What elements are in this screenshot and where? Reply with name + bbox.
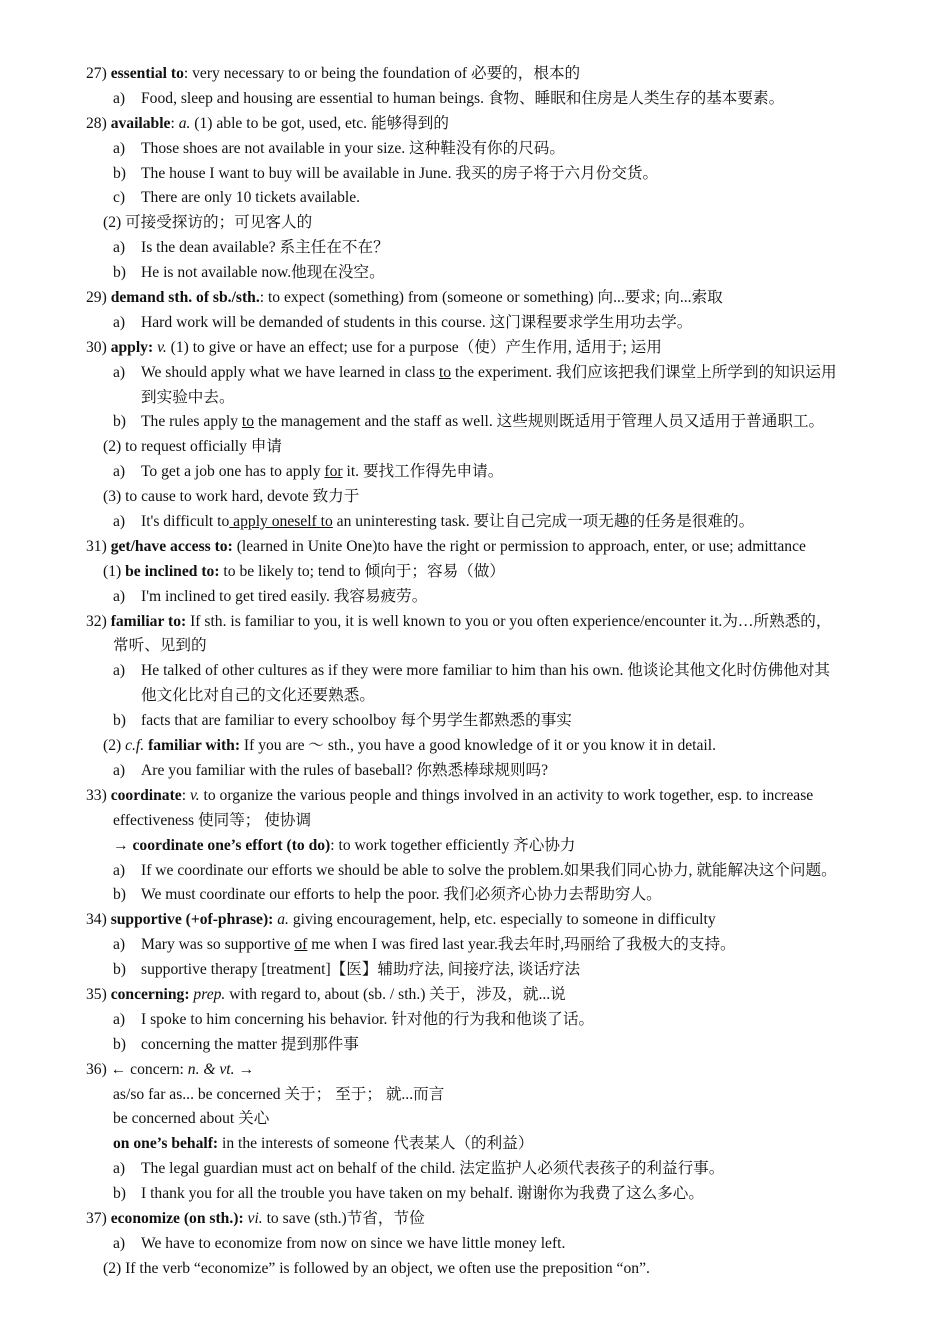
text-run: 27) xyxy=(86,65,111,82)
item-marker: b) xyxy=(113,961,126,979)
example-item xyxy=(0,460,950,485)
entry-heading xyxy=(0,908,950,933)
text-run: c.f. xyxy=(125,737,145,755)
item-marker: a) xyxy=(113,662,126,680)
text-run: v. xyxy=(189,786,200,804)
text-run: I thank you for all the trouble you have taken on my behalf. 谢谢你为我费了这么多心。 xyxy=(141,1185,704,1203)
text-run: effectiveness 使同等； 使协调 xyxy=(113,811,312,829)
item-marker: a) xyxy=(113,239,126,257)
text-run: 常听、见到的 xyxy=(113,637,207,655)
entry-heading xyxy=(0,535,950,560)
item-marker: a) xyxy=(113,89,126,107)
example-item xyxy=(0,1008,950,1033)
text-run: We should apply what we have learned in class xyxy=(141,363,439,381)
text-run: for xyxy=(324,463,343,481)
text-run: Are you familiar with the rules of baseball? 你熟悉棒球规则吗? xyxy=(141,761,549,779)
text-run: 他文化比对自己的文化还要熟悉。 xyxy=(141,687,375,705)
text-run: I'm inclined to get tired easily. 我容易疲劳。 xyxy=(141,587,428,605)
item-marker: a) xyxy=(113,463,126,481)
text-run: vi. xyxy=(247,1209,263,1227)
text-run: He talked of other cultures as if they were more familiar to him than his own. 他谈论其他文化时仿佛他对其 xyxy=(141,662,831,680)
text-run: The rules apply xyxy=(141,413,242,431)
item-marker: b) xyxy=(113,413,126,431)
entry-heading xyxy=(0,1207,950,1232)
sense-line xyxy=(0,211,950,236)
text-run: There are only 10 tickets available. xyxy=(141,189,361,207)
item-marker: a) xyxy=(113,1010,126,1028)
text-run: economize (on sth.): xyxy=(110,1209,244,1227)
example-item xyxy=(0,709,950,734)
example-item xyxy=(0,585,950,610)
item-marker: b) xyxy=(113,712,126,730)
text-run: available xyxy=(110,114,171,132)
text-run: 33) xyxy=(86,786,111,804)
text-run: 28) xyxy=(86,114,111,132)
entry-heading xyxy=(0,62,950,87)
text-run: me when I was fired last year.我去年时,玛丽给了我极大的支持。 xyxy=(307,936,736,954)
text-run: (3) to cause to work hard, devote 致力于 xyxy=(103,488,360,506)
text-run: be concerned about 关心 xyxy=(113,1110,270,1128)
text-run: : to expect (something) from (someone or something) 向...要求; 向...索取 xyxy=(259,289,723,307)
text-run: essential to xyxy=(110,65,184,82)
phrase-line xyxy=(0,1083,950,1108)
text-run: be inclined to: xyxy=(125,562,220,580)
text-run: (1) xyxy=(103,562,126,580)
text-run: 到实验中去。 xyxy=(141,388,235,406)
item-marker: a) xyxy=(113,513,126,531)
example-item xyxy=(0,87,950,112)
text-run: a. xyxy=(277,911,289,929)
item-marker: a) xyxy=(113,363,126,381)
entry-heading xyxy=(0,112,950,137)
example-item xyxy=(0,261,950,286)
text-run: apply oneself to xyxy=(229,513,333,531)
text-run: to organize the various people and things involved in an activity to work together, esp. to increase xyxy=(199,786,814,804)
item-marker: b) xyxy=(113,164,126,182)
phrase-line xyxy=(0,1107,950,1132)
example-item xyxy=(0,1157,950,1182)
text-run: to be likely to; tend to 倾向于；容易（做） xyxy=(219,562,505,580)
text-run: v. xyxy=(157,338,167,356)
item-marker: a) xyxy=(113,313,126,331)
example-item xyxy=(0,162,950,187)
text-run: Is the dean available? 系主任在不在？ xyxy=(141,239,389,257)
continuation-line xyxy=(0,684,950,709)
text-run: get/have access to: xyxy=(110,537,233,555)
example-item xyxy=(0,510,950,535)
text-run: If we coordinate our efforts we should be able to solve the problem.如果我们同心协力, 就能解决这个问题。 xyxy=(141,861,837,879)
sense-line xyxy=(0,734,950,759)
text-run: We have to economize from now on since we have little money left. xyxy=(141,1234,566,1252)
text-run: a. xyxy=(178,114,191,132)
text-run: Those shoes are not available in your size. 这种鞋没有你的尺码。 xyxy=(141,139,565,157)
text-run: 31) xyxy=(86,537,111,555)
text-run: facts that are familiar to every schoolboy 每个男学生都熟悉的事实 xyxy=(141,712,572,730)
text-run: Hard work will be demanded of students in this course. 这门课程要求学生用功去学。 xyxy=(141,313,693,331)
text-run: it. 要找工作得先申请。 xyxy=(342,463,504,481)
text-run: If sth. is familiar to you, it is well known to you or you often experience/encounter it.为…所熟悉的， xyxy=(186,612,832,630)
text-run: If you are ～ sth., you have a good knowledge of it or you know it in detail. xyxy=(240,737,716,755)
item-marker: c) xyxy=(113,189,126,207)
text-run: (2) xyxy=(103,737,126,755)
item-marker: a) xyxy=(113,936,126,954)
text-run: 36) ← concern: xyxy=(86,1060,188,1078)
text-run: : xyxy=(170,114,179,132)
text-run: 34) xyxy=(86,911,111,929)
item-marker: a) xyxy=(113,139,126,157)
text-run: We must coordinate our efforts to help the poor. 我们必须齐心协力去帮助穷人。 xyxy=(141,886,662,904)
text-run: the experiment. 我们应该把我们课堂上所学到的知识运用 xyxy=(451,363,837,381)
item-marker: b) xyxy=(113,1035,126,1053)
text-run: coordinate xyxy=(110,786,182,804)
sense-line xyxy=(0,435,950,460)
text-run: with regard to, about (sb. / sth.) 关于，涉及，就...说 xyxy=(225,985,566,1003)
item-marker: a) xyxy=(113,761,126,779)
text-run: Mary was so supportive xyxy=(141,936,295,954)
continuation-line xyxy=(0,634,950,659)
text-run: (1) to give or have an effect; use for a purpose（使）产生作用, 适用于; 运用 xyxy=(166,338,662,356)
example-item xyxy=(0,236,950,261)
entry-heading xyxy=(0,610,950,635)
text-run: an uninteresting task. 要让自己完成一项无趣的任务是很难的。 xyxy=(332,513,755,531)
item-marker: a) xyxy=(113,1160,126,1178)
text-run: : xyxy=(181,786,190,804)
example-item xyxy=(0,311,950,336)
text-run: concerning: xyxy=(110,985,190,1003)
example-item xyxy=(0,659,950,684)
text-run: 35) xyxy=(86,985,111,1003)
text-run: supportive therapy [treatment]【医】辅助疗法, 间接疗法, 谈话疗法 xyxy=(141,961,581,979)
entry-heading xyxy=(0,983,950,1008)
text-run: : very necessary to or being the foundation of 必要的，根本的 xyxy=(183,65,581,82)
example-item xyxy=(0,1033,950,1058)
example-item xyxy=(0,859,950,884)
text-run: familiar with: xyxy=(148,737,241,755)
sense-line xyxy=(0,1257,950,1282)
item-marker: a) xyxy=(113,1234,126,1252)
text-run: to xyxy=(438,363,452,381)
text-run: (learned in Unite One)to have the right or permission to approach, enter, or use; admittance xyxy=(232,537,806,555)
text-run: in the interests of someone 代表某人（的利益） xyxy=(218,1135,534,1153)
text-run: prep. xyxy=(193,985,226,1003)
example-item xyxy=(0,759,950,784)
example-item xyxy=(0,1182,950,1207)
continuation-line xyxy=(0,809,950,834)
entry-heading xyxy=(0,784,950,809)
example-item xyxy=(0,137,950,162)
continuation-line xyxy=(0,386,950,411)
text-run: (2) to request officially 申请 xyxy=(103,438,282,456)
phrase-line xyxy=(0,1132,950,1157)
text-run: 30) xyxy=(86,338,111,356)
text-run: familiar to: xyxy=(110,612,187,630)
text-run: He is not available now.他现在没空。 xyxy=(141,264,385,282)
text-run: → xyxy=(234,1060,255,1078)
text-run: the management and the staff as well. 这些规则既适用于管理人员又适用于普通职工。 xyxy=(254,413,825,431)
entry-heading xyxy=(0,1058,950,1083)
document-body xyxy=(0,62,950,1282)
text-run: I spoke to him concerning his behavior. 针对他的行为我和他谈了话。 xyxy=(141,1010,595,1028)
text-run: To get a job one has to apply xyxy=(141,463,325,481)
example-item xyxy=(0,933,950,958)
text-run: apply: xyxy=(110,338,154,356)
text-run: giving encouragement, help, etc. especially to someone in difficulty xyxy=(288,911,716,929)
example-item xyxy=(0,186,950,211)
text-run: The legal guardian must act on behalf of the child. 法定监护人必须代表孩子的利益行事。 xyxy=(141,1160,725,1178)
text-run: 32) xyxy=(86,612,111,630)
example-item xyxy=(0,1232,950,1257)
phrase-line xyxy=(0,834,950,859)
text-run: It's difficult to xyxy=(141,513,230,531)
item-marker: a) xyxy=(113,861,126,879)
text-run: to xyxy=(241,413,255,431)
text-run: The house I want to buy will be available in June. 我买的房子将于六月份交货。 xyxy=(141,164,659,182)
example-item xyxy=(0,410,950,435)
sense-line xyxy=(0,485,950,510)
item-marker: b) xyxy=(113,1185,126,1203)
text-run: 29) xyxy=(86,289,111,307)
text-run: (2) If the verb “economize” is followed by an object, we often use the preposition “on”. xyxy=(103,1259,650,1277)
entry-heading xyxy=(0,286,950,311)
text-run: of xyxy=(294,936,308,954)
text-run: → coordinate one’s effort (to do) xyxy=(113,836,331,854)
entry-heading xyxy=(0,336,950,361)
text-run: to save (sth.)节省，节俭 xyxy=(262,1209,425,1227)
text-run: (1) able to be got, used, etc. 能够得到的 xyxy=(190,114,449,132)
text-run: : to work together efficiently 齐心协力 xyxy=(330,836,576,854)
item-marker: b) xyxy=(113,264,126,282)
example-item xyxy=(0,958,950,983)
text-run: Food, sleep and housing are essential to human beings. 食物、睡眠和住房是人类生存的基本要素。 xyxy=(141,89,785,107)
text-run: as/so far as... be concerned 关于； 至于； 就...而言 xyxy=(113,1085,445,1103)
item-marker: a) xyxy=(113,587,126,605)
sense-line xyxy=(0,560,950,585)
example-item xyxy=(0,361,950,386)
text-run: supportive (+of-phrase): xyxy=(110,911,274,929)
text-run: n. & vt. xyxy=(187,1060,235,1078)
text-run: on one’s behalf: xyxy=(113,1135,219,1153)
item-marker: b) xyxy=(113,886,126,904)
text-run: 37) xyxy=(86,1209,111,1227)
text-run: concerning the matter 提到那件事 xyxy=(141,1035,359,1053)
example-item xyxy=(0,883,950,908)
text-run: (2) 可接受探访的；可见客人的 xyxy=(103,214,313,232)
text-run: demand sth. of sb./sth. xyxy=(110,289,260,307)
